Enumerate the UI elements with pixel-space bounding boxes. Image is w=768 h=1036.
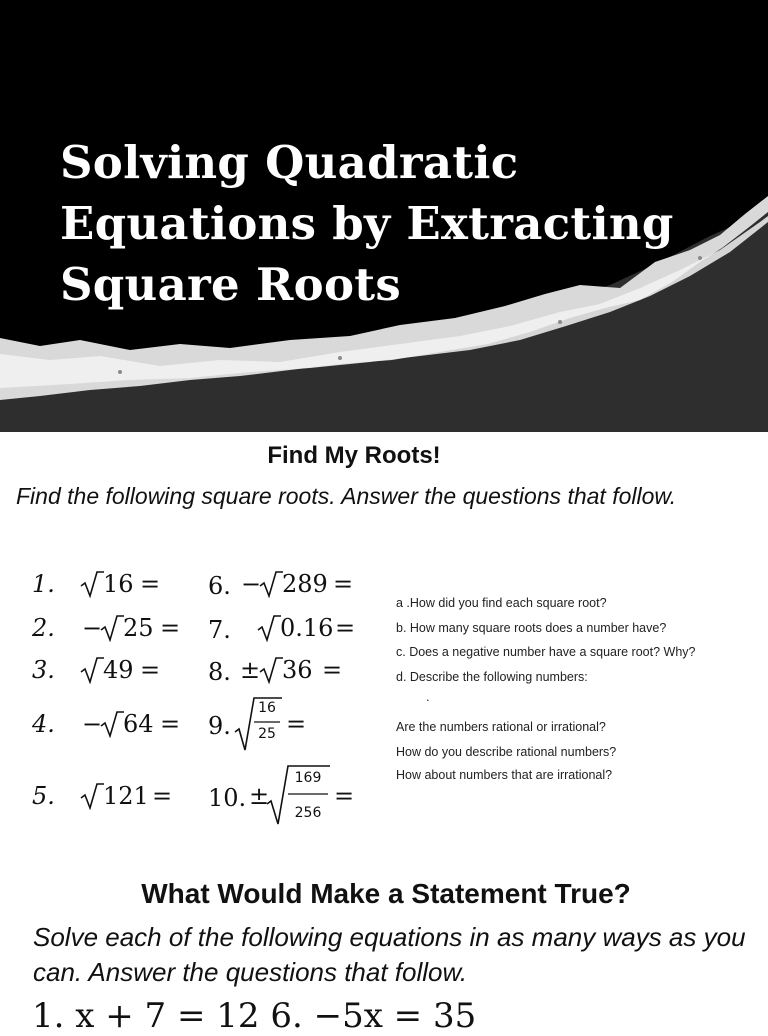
radicand: 36 (282, 656, 313, 684)
problem-number: 10. (208, 784, 247, 812)
radical-sign (259, 570, 283, 598)
radicand: 0.16 (280, 614, 334, 642)
radicand: 49 (103, 656, 134, 684)
title-line: Solving Quadratic (60, 136, 519, 189)
problem-number: 1. (32, 570, 55, 598)
question-bullet: . (426, 690, 430, 704)
equals-sign: = (335, 614, 356, 642)
radicand: 289 (282, 570, 328, 598)
radical-sign (80, 570, 104, 598)
equals-sign: = (334, 782, 355, 810)
problem-number: 7. (208, 616, 231, 644)
equals-sign: = (333, 570, 354, 598)
radical-sign (257, 614, 281, 642)
equals-sign: = (140, 570, 161, 598)
radical-sign (100, 710, 124, 738)
find-roots-instructions: Find the following square roots. Answer the questions that follow. (16, 483, 677, 509)
sign: − (82, 710, 103, 738)
fraction-denominator: 25 (258, 726, 276, 742)
statement-true-instructions: Solve each of the following equations in as many ways as you can. Answer the questions that follow. (33, 922, 746, 987)
problem-number: 6. (208, 572, 231, 600)
problem-number: 9. (208, 712, 231, 740)
problem-number: 3. (32, 656, 55, 684)
sign: ± (249, 782, 270, 810)
equals-sign: = (152, 782, 173, 810)
problem-number: 4. (32, 710, 55, 738)
fraction-bar (254, 721, 280, 723)
problem-number: 2. (32, 614, 55, 642)
radical-sign (259, 656, 283, 684)
question-describe-rational: How do you describe rational numbers? (396, 745, 617, 759)
find-roots-heading: Find My Roots! (267, 442, 441, 469)
title-banner (0, 0, 768, 432)
radicand: 16 (103, 570, 134, 598)
sign: − (241, 570, 262, 598)
radicand: 64 (123, 710, 154, 738)
question-c: c. Does a negative number have a square root? Why? (396, 645, 696, 659)
fraction-numerator: 16 (258, 700, 276, 716)
equation-row-partial: 1. x + 7 = 12 6. −5x = 35 (32, 996, 477, 1036)
fraction-bar (288, 793, 328, 795)
radical-sign (100, 614, 124, 642)
radical-sign (80, 782, 104, 810)
fraction-numerator: 169 (294, 770, 322, 786)
question-a: a .How did you find each square root? (396, 596, 607, 610)
question-b: b. How many square roots does a number have? (396, 621, 667, 635)
statement-true-heading: What Would Make a Statement True? (141, 878, 631, 909)
question-rational: Are the numbers rational or irrational? (396, 720, 606, 734)
radicand: 121 (103, 782, 149, 810)
equals-sign: = (140, 656, 161, 684)
page-title (60, 132, 674, 315)
radicand: 25 (123, 614, 154, 642)
title-line: Square Roots (60, 258, 401, 311)
question-irrational: How about numbers that are irrational? (396, 768, 613, 782)
equals-sign: = (286, 710, 307, 738)
sign: ± (240, 656, 261, 684)
radical-sign (80, 656, 104, 684)
equals-sign: = (160, 710, 181, 738)
question-d: d. Describe the following numbers: (396, 670, 588, 684)
title-line: Equations by Extracting (60, 197, 674, 250)
fraction-denominator: 256 (294, 805, 322, 821)
problem-number: 5. (32, 782, 55, 810)
equals-sign: = (160, 614, 181, 642)
problem-number: 8. (208, 658, 231, 686)
sign: − (82, 614, 103, 642)
equals-sign: = (322, 656, 343, 684)
